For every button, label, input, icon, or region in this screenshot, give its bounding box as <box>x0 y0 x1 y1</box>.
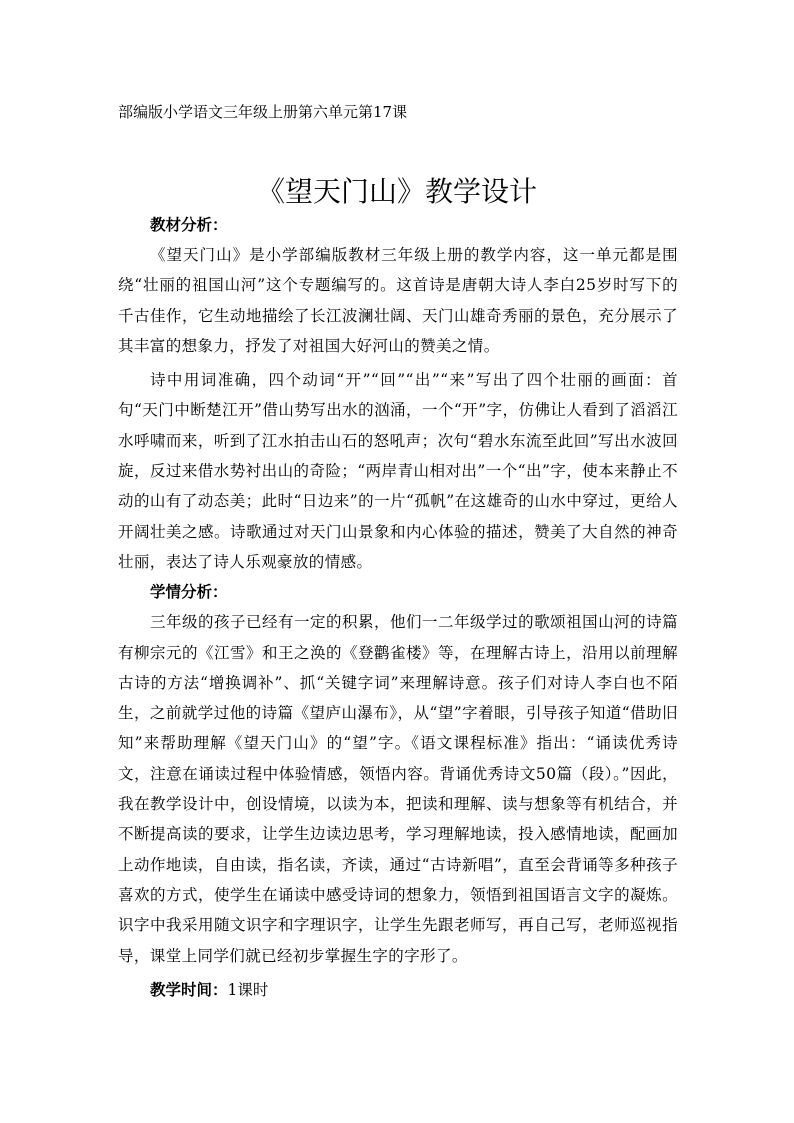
paragraph-textbook-analysis-2: 诗中用词准确，四个动词“开”“回”“出”“来”写出了四个壮丽的画面：首句“天门中断楚江开”借山势写出水的汹涌，一个“开”字，仿佛让人看到了滔滔江水呼啸而来，听到了江水拍击山石的怒吼声；次句“碧水东流至此回”写出水波回旋，反过来借水势衬出山的奇险；“两岸青山相对出”一个“出”字，使本来静止不动的山有了动态美；此时“日边来”的一片“孤帆”在这雄奇的山水中穿过，更给人开阔壮美之感。诗歌通过对天门山景象和内心体验的描述，赞美了大自然的神奇壮丽，表达了诗人乐观豪放的情感。 <box>118 371 678 571</box>
section-heading-student-analysis: 学情分析： <box>150 583 228 602</box>
document-title: 《望天门山》教学设计 <box>256 175 537 208</box>
teaching-time <box>118 975 678 1005</box>
section-heading-textbook-analysis: 教材分析： <box>150 216 228 234</box>
paragraph-textbook-analysis-1: 《望天门山》是小学部编版教材三年级上册的教学内容，这一单元都是围绕“壮丽的祖国山河”这个专题编写的。这首诗是唐朝大诗人李白25岁时写下的千古佳作，它生动地描绘了长江波澜壮阔、天门山雄奇秀丽的景色，充分展示了其丰富的想象力，抒发了对祖国大好河山的赞美之情。 <box>118 246 678 355</box>
teaching-time-label: 教学时间： <box>150 980 228 999</box>
paragraph-student-analysis-1: 三年级的孩子已经有一定的积累，他们一二年级学过的歌颂祖国山河的诗篇有柳宗元的《江雪》和王之涣的《登鹳雀楼》等，在理解古诗上，沿用以前理解古诗的方法“增换调补”、抓“关键字词”来理解诗意。孩子们对诗人李白也不陌生，之前就学过他的诗篇《望庐山瀑布》，从“望”字着眼，引导孩子知道“借助旧知”来帮助理解《望天门山》的“望”字。《语文课程标准》指出：“诵读优秀诗文，注意在诵读过程中体验情感，领悟内容。背诵优秀诗文50篇（段）。”因此，我在教学设计中，创设情境，以读为本，把读和理解、读与想象等有机结合，并不断提高读的要求，让学生边读边思考，学习理解地读，投入感情地读，配画加上动作地读，自由读，指名读，齐读，通过“古诗新唱”，直至会背诵等多种孩子喜欢的方式，使学生在诵读中感受诗词的想象力，领悟到祖国语言文字的凝炼。识字中我采用随文识字和字理识字，让学生先跟老师写，再自己写，老师巡视指导，课堂上同学们就已经初步掌握生字的字形了。 <box>118 613 678 965</box>
teaching-time-value: 1课时 <box>227 980 269 999</box>
course-header: 部编版小学语文三年级上册第六单元第17课 <box>118 103 408 121</box>
document-body <box>118 210 678 1005</box>
